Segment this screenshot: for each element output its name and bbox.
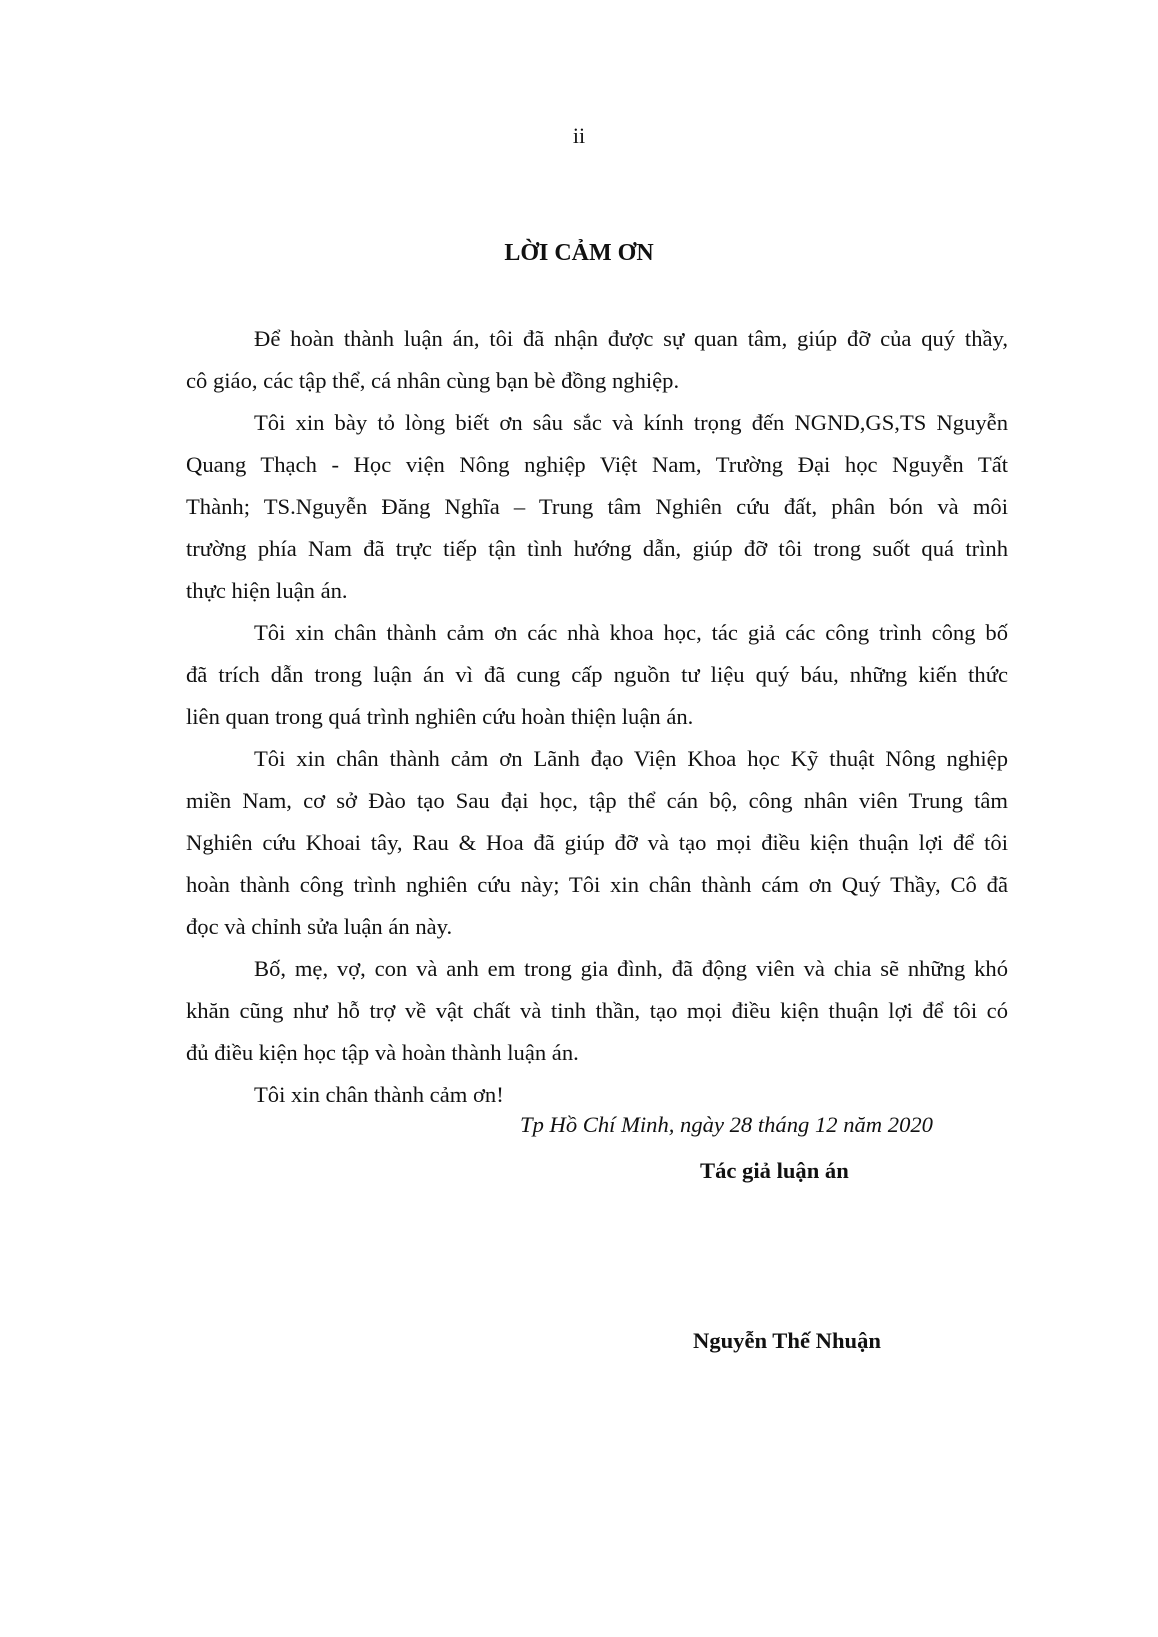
paragraph-2: [186, 402, 1008, 612]
text-line: đọc và chỉnh sửa luận án này.: [186, 914, 453, 939]
text-line: đủ điều kiện học tập và hoàn thành luận án.: [186, 1040, 579, 1065]
text-line: Tôi xin chân thành cảm ơn Lãnh đạo Viện Khoa học Kỹ thuật Nông nghiệp: [254, 746, 1008, 771]
text-line: miền Nam, cơ sở Đào tạo Sau đại học, tập thể cán bộ, công nhân viên Trung tâm: [186, 788, 1008, 813]
paragraph-5: [186, 948, 1008, 1074]
text-line: Tôi xin bày tỏ lòng biết ơn sâu sắc và kính trọng đến NGND,GS,TS Nguyễn: [254, 410, 1008, 435]
text-line: khăn cũng như hỗ trợ về vật chất và tinh thần, tạo mọi điều kiện thuận lợi để tôi có: [186, 998, 1008, 1023]
paragraph-1: [186, 318, 1008, 402]
text-line: liên quan trong quá trình nghiên cứu hoàn thiện luận án.: [186, 704, 694, 729]
text-line: Bố, mẹ, vợ, con và anh em trong gia đình, đã động viên và chia sẽ những khó: [254, 956, 1008, 981]
text-line: Quang Thạch - Học viện Nông nghiệp Việt Nam, Trường Đại học Nguyễn Tất: [186, 452, 1008, 477]
text-line: thực hiện luận án.: [186, 578, 348, 603]
text-line: Tôi xin chân thành cảm ơn các nhà khoa học, tác giả các công trình công bố: [254, 620, 1008, 645]
text-line: cô giáo, các tập thể, cá nhân cùng bạn bè đồng nghiệp.: [186, 368, 680, 393]
place-and-date: Tp Hồ Chí Minh, ngày 28 tháng 12 năm 2020: [520, 1112, 933, 1137]
paragraph-3: [186, 612, 1008, 738]
page-number: ii: [572, 123, 586, 148]
text-line: hoàn thành công trình nghiên cứu này; Tôi xin chân thành cám ơn Quý Thầy, Cô đã: [186, 872, 1008, 897]
paragraph-4: [186, 738, 1008, 948]
closing-line: Tôi xin chân thành cảm ơn!: [254, 1082, 504, 1107]
text-line: đã trích dẫn trong luận án vì đã cung cấp nguồn tư liệu quý báu, những kiến thức: [186, 662, 1008, 687]
acknowledgement-body: [186, 318, 1008, 1116]
page-title: LỜI CẢM ƠN: [504, 240, 654, 266]
text-line: Thành; TS.Nguyễn Đăng Nghĩa – Trung tâm Nghiên cứu đất, phân bón và môi: [186, 494, 1008, 519]
author-role: Tác giả luận án: [700, 1158, 849, 1183]
text-line: trường phía Nam đã trực tiếp tận tình hướng dẫn, giúp đỡ tôi trong suốt quá trình: [186, 536, 1008, 561]
author-name: Nguyễn Thế Nhuận: [693, 1328, 881, 1353]
text-line: Nghiên cứu Khoai tây, Rau & Hoa đã giúp đỡ và tạo mọi điều kiện thuận lợi để tôi: [186, 830, 1008, 855]
text-line: Để hoàn thành luận án, tôi đã nhận được sự quan tâm, giúp đỡ của quý thầy,: [254, 326, 1008, 351]
